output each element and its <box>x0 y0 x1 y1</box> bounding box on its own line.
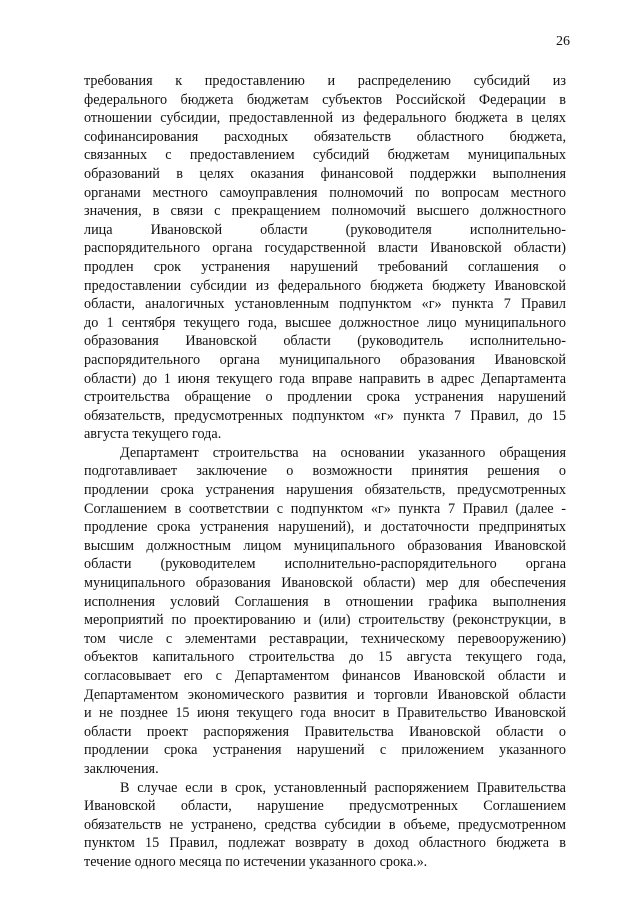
text-line: предоставлении субсидии из федерального бюджета бюджету Ивановской <box>84 277 566 294</box>
text-line: Соглашением в соответствии с подпунктом «г» пункта 7 Правил (далее - <box>84 500 566 517</box>
text-line: федерального бюджета бюджетам субъектов Российской Федерации в <box>84 91 566 108</box>
text-line: органами местного самоуправления полномочий по вопросам местного <box>84 184 566 201</box>
paragraph <box>84 779 566 872</box>
paragraph <box>84 444 566 779</box>
text-line: области, аналогичных установленным подпунктом «г» пункта 7 Правил <box>84 296 566 313</box>
text-line: муниципального образования Ивановской области) мер для обеспечения <box>84 575 566 592</box>
text-line: заключения. <box>84 760 159 777</box>
text-line: обязательств не устранено, средства субсидии в объеме, предусмотренном <box>84 816 566 833</box>
text-line: продлении срока устранения нарушений с приложением указанного <box>84 742 566 759</box>
paragraph <box>84 72 566 444</box>
text-line: августа текущего года. <box>84 426 222 443</box>
text-line: В случае если в срок, установленный распоряжением Правительства <box>120 779 566 796</box>
text-line: отношении субсидии, предоставленной из федерального бюджета в целях <box>84 110 566 127</box>
text-line: Департаментом экономического развития и торговли Ивановской области <box>84 686 566 703</box>
page-number: 26 <box>556 34 570 49</box>
document-body <box>84 72 566 872</box>
text-line: образований в целях оказания финансовой поддержки выполнения <box>84 165 566 182</box>
text-line: продлении срока устранения нарушения обязательств, предусмотренных <box>84 482 566 499</box>
text-line: обязательств, предусмотренных подпунктом «г» пункта 7 Правил, до 15 <box>84 407 566 424</box>
text-line: образования Ивановской области (руководитель исполнительно- <box>84 333 566 350</box>
text-line: объектов капитального строительства до 15 августа текущего года, <box>84 649 566 666</box>
text-line: области) до 1 июня текущего года вправе направить в адрес Департамента <box>84 370 566 387</box>
text-line: мероприятий по проектированию и (или) строительству (реконструкции, в <box>84 612 566 629</box>
text-line: требования к предоставлению и распределению субсидий из <box>84 73 566 89</box>
text-line: том числе с элементами реставрации, техническому перевооружению) <box>84 630 566 647</box>
text-line: значения, в связи с прекращением полномочий высшего должностного <box>84 203 566 220</box>
text-line: и не позднее 15 июня текущего года вносит в Правительство Ивановской <box>84 705 566 722</box>
text-line: согласовывает его с Департаментом финансов Ивановской области и <box>84 668 566 684</box>
text-line: области проект распоряжения Правительства Ивановской области о <box>84 723 566 740</box>
text-line: Ивановской области, нарушение предусмотренных Соглашением <box>84 798 566 815</box>
text-line: подготавливает заключение о возможности принятия решения о <box>84 463 566 480</box>
text-line: пунктом 15 Правил, подлежат возврату в доход областного бюджета в <box>84 835 566 852</box>
text-line: лица Ивановской области (руководителя исполнительно- <box>84 221 566 238</box>
text-line: высшим должностным лицом муниципального образования Ивановской <box>84 537 566 554</box>
text-line: продлен срок устранения нарушений требований соглашения о <box>84 258 566 275</box>
text-line: области (руководителем исполнительно-распорядительного органа <box>84 556 566 573</box>
text-line: Департамент строительства на основании указанного обращения <box>120 444 566 461</box>
text-line: распорядительного органа государственной власти Ивановской области) <box>84 240 566 257</box>
text-line: течение одного месяца по истечении указанного срока.». <box>84 853 428 870</box>
text-line: связанных с предоставлением субсидий бюджетам муниципальных <box>84 147 566 164</box>
text-line: исполнения условий Соглашения в отношении графика выполнения <box>84 593 566 610</box>
text-line: строительства обращение о продлении срока устранения нарушений <box>84 389 566 406</box>
text-line: продление срока устранения нарушений), и достаточности предпринятых <box>84 519 566 536</box>
text-line: софинансирования расходных обязательств областного бюджета, <box>84 128 566 145</box>
text-line: распорядительного органа муниципального образования Ивановской <box>84 351 566 368</box>
text-line: до 1 сентября текущего года, высшее должностное лицо муниципального <box>84 314 566 331</box>
